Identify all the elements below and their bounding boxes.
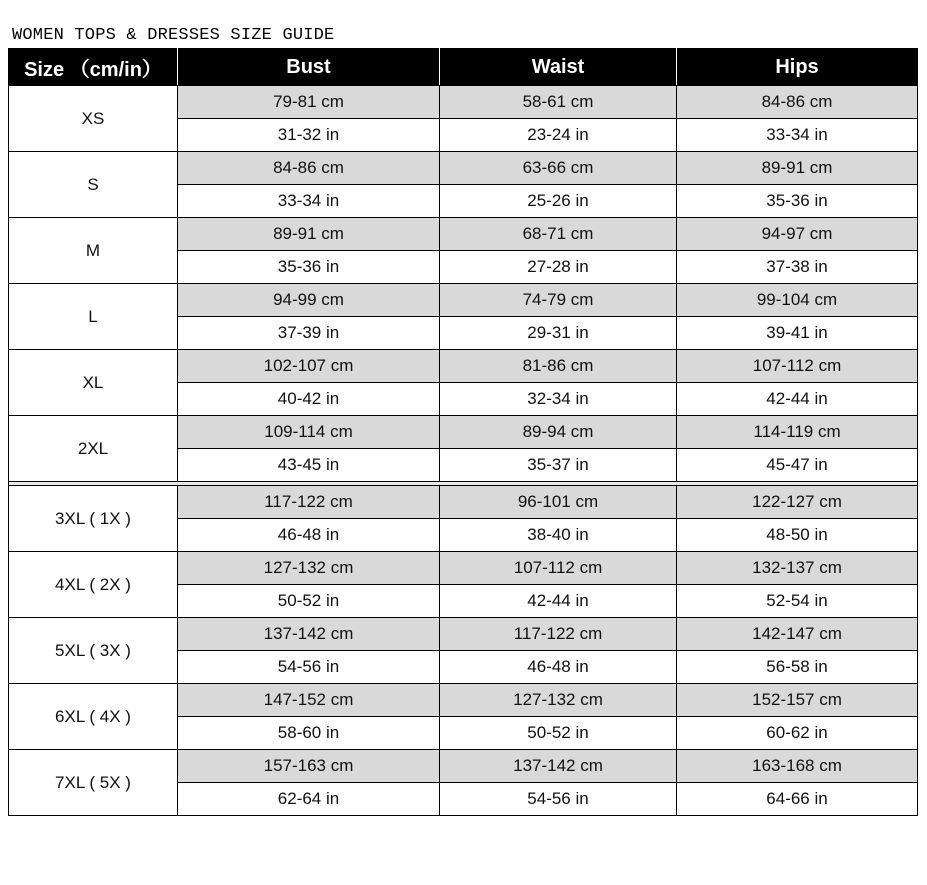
bust-in: 58-60 in [178, 717, 440, 750]
size-label: 4XL ( 2X ) [9, 552, 178, 618]
waist-cm: 58-61 cm [440, 86, 677, 119]
bust-in: 40-42 in [178, 383, 440, 416]
table-row [9, 284, 918, 317]
hips-in: 48-50 in [677, 519, 918, 552]
waist-in: 46-48 in [440, 651, 677, 684]
bust-in: 35-36 in [178, 251, 440, 284]
hips-in: 42-44 in [677, 383, 918, 416]
table-header-row [9, 49, 918, 86]
table-row [9, 218, 918, 251]
waist-in: 29-31 in [440, 317, 677, 350]
header-waist: Waist [440, 49, 677, 86]
bust-in: 50-52 in [178, 585, 440, 618]
waist-in: 27-28 in [440, 251, 677, 284]
bust-cm: 79-81 cm [178, 86, 440, 119]
bust-in: 43-45 in [178, 449, 440, 482]
waist-cm: 117-122 cm [440, 618, 677, 651]
hips-cm: 152-157 cm [677, 684, 918, 717]
hips-in: 39-41 in [677, 317, 918, 350]
size-label: XS [9, 86, 178, 152]
size-label: M [9, 218, 178, 284]
hips-cm: 89-91 cm [677, 152, 918, 185]
hips-in: 45-47 in [677, 449, 918, 482]
hips-cm: 163-168 cm [677, 750, 918, 783]
waist-cm: 127-132 cm [440, 684, 677, 717]
bust-in: 54-56 in [178, 651, 440, 684]
bust-cm: 147-152 cm [178, 684, 440, 717]
size-label: 7XL ( 5X ) [9, 750, 178, 816]
waist-in: 38-40 in [440, 519, 677, 552]
hips-cm: 142-147 cm [677, 618, 918, 651]
waist-cm: 81-86 cm [440, 350, 677, 383]
size-label: XL [9, 350, 178, 416]
waist-cm: 74-79 cm [440, 284, 677, 317]
size-guide-table [8, 48, 918, 816]
bust-cm: 127-132 cm [178, 552, 440, 585]
size-label: 2XL [9, 416, 178, 482]
header-bust: Bust [178, 49, 440, 86]
size-label: 5XL ( 3X ) [9, 618, 178, 684]
size-label: S [9, 152, 178, 218]
size-label: L [9, 284, 178, 350]
hips-cm: 122-127 cm [677, 486, 918, 519]
bust-in: 46-48 in [178, 519, 440, 552]
table-row [9, 86, 918, 119]
hips-cm: 99-104 cm [677, 284, 918, 317]
waist-in: 54-56 in [440, 783, 677, 816]
bust-in: 37-39 in [178, 317, 440, 350]
bust-in: 31-32 in [178, 119, 440, 152]
bust-cm: 94-99 cm [178, 284, 440, 317]
waist-cm: 96-101 cm [440, 486, 677, 519]
page-title: WOMEN TOPS & DRESSES SIZE GUIDE [12, 26, 335, 45]
waist-cm: 89-94 cm [440, 416, 677, 449]
hips-in: 33-34 in [677, 119, 918, 152]
waist-in: 35-37 in [440, 449, 677, 482]
waist-cm: 137-142 cm [440, 750, 677, 783]
table-row [9, 684, 918, 717]
table-row [9, 416, 918, 449]
bust-cm: 84-86 cm [178, 152, 440, 185]
bust-cm: 102-107 cm [178, 350, 440, 383]
table-row [9, 750, 918, 783]
size-label: 3XL ( 1X ) [9, 486, 178, 552]
waist-cm: 68-71 cm [440, 218, 677, 251]
waist-cm: 63-66 cm [440, 152, 677, 185]
waist-cm: 107-112 cm [440, 552, 677, 585]
hips-cm: 132-137 cm [677, 552, 918, 585]
hips-in: 37-38 in [677, 251, 918, 284]
hips-in: 64-66 in [677, 783, 918, 816]
waist-in: 42-44 in [440, 585, 677, 618]
bust-cm: 109-114 cm [178, 416, 440, 449]
header-size: Size （cm/in） [9, 49, 178, 86]
bust-cm: 157-163 cm [178, 750, 440, 783]
bust-in: 62-64 in [178, 783, 440, 816]
hips-cm: 114-119 cm [677, 416, 918, 449]
header-hips: Hips [677, 49, 918, 86]
bust-cm: 89-91 cm [178, 218, 440, 251]
hips-cm: 84-86 cm [677, 86, 918, 119]
bust-in: 33-34 in [178, 185, 440, 218]
waist-in: 25-26 in [440, 185, 677, 218]
hips-in: 35-36 in [677, 185, 918, 218]
waist-in: 32-34 in [440, 383, 677, 416]
bust-cm: 137-142 cm [178, 618, 440, 651]
hips-in: 52-54 in [677, 585, 918, 618]
table-body [9, 86, 918, 816]
waist-in: 50-52 in [440, 717, 677, 750]
hips-cm: 107-112 cm [677, 350, 918, 383]
table-row [9, 486, 918, 519]
waist-in: 23-24 in [440, 119, 677, 152]
hips-in: 56-58 in [677, 651, 918, 684]
table-row [9, 152, 918, 185]
hips-cm: 94-97 cm [677, 218, 918, 251]
table-row [9, 552, 918, 585]
hips-in: 60-62 in [677, 717, 918, 750]
table-row [9, 618, 918, 651]
bust-cm: 117-122 cm [178, 486, 440, 519]
table-row [9, 350, 918, 383]
size-label: 6XL ( 4X ) [9, 684, 178, 750]
